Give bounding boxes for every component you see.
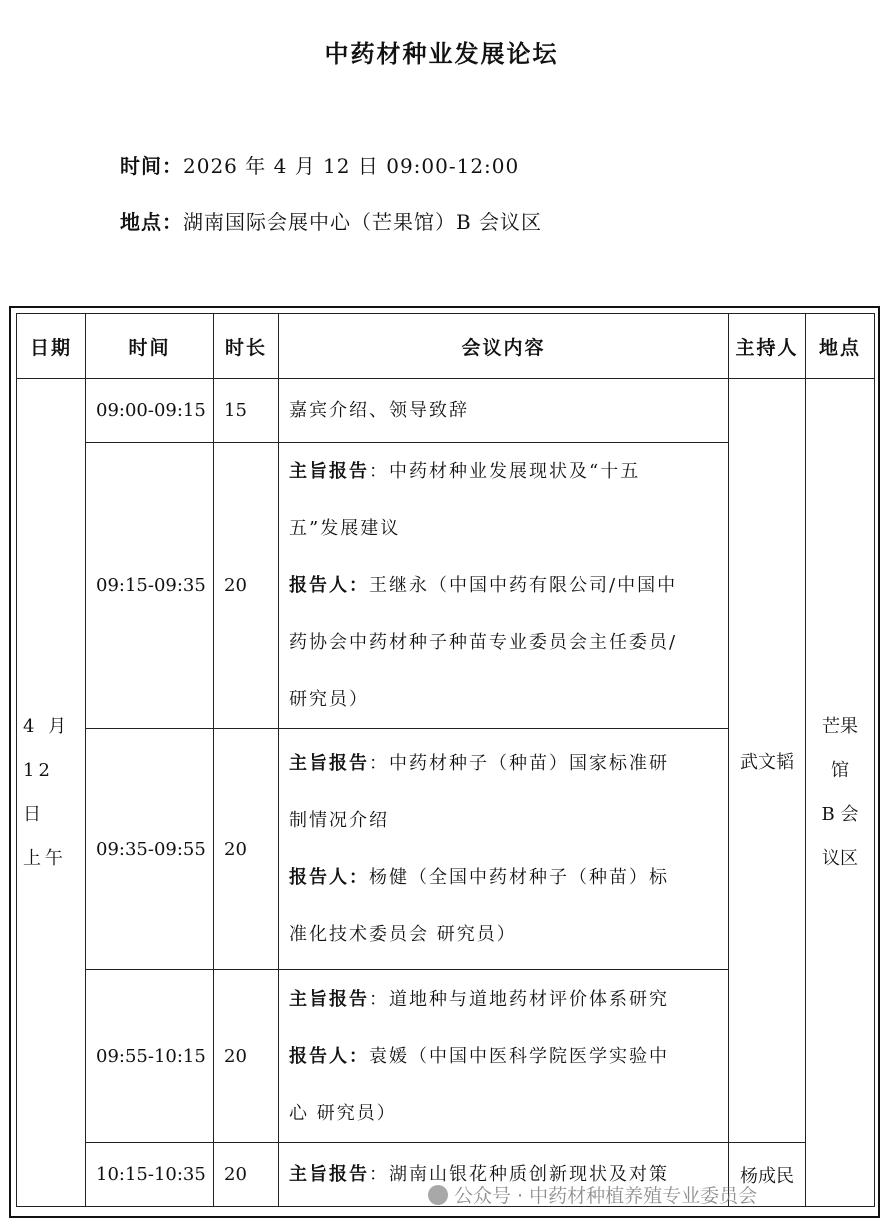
venue-line: 馆: [831, 759, 849, 781]
duration-cell: 20: [214, 729, 279, 970]
duration-cell: 15: [214, 379, 279, 443]
wechat-icon: [428, 1185, 448, 1205]
header-row: [17, 314, 875, 379]
content-line: 报告人：袁媛（中国中医科学院医学实验中: [289, 1045, 669, 1067]
date-line: 12 日: [23, 759, 54, 825]
time-cell: 09:55-10:15: [86, 970, 214, 1143]
duration-cell: 20: [214, 443, 279, 729]
watermark: [428, 1181, 757, 1208]
content-line: 报告人：杨健（全国中药材种子（种苗）标: [289, 867, 669, 888]
content-line: 准化技术委员会 研究员）: [289, 924, 517, 945]
content-line: 主旨报告：湖南山银花种质创新现状及对策: [289, 1164, 669, 1185]
content-cell: [279, 970, 729, 1143]
content-line: 药协会中药材种子种苗专业委员会主任委员/: [289, 632, 678, 653]
content-line: 主旨报告：中药材种业发展现状及“十五: [289, 461, 641, 482]
time-value: 2026 年 4 月 12 日 09:00-12:00: [183, 154, 520, 178]
content-line: 主旨报告：道地种与道地药材评价体系研究: [289, 988, 669, 1010]
content-line: 嘉宾介绍、领导致辞: [289, 400, 469, 421]
date-cell: [17, 379, 86, 1207]
place-line: [120, 206, 542, 235]
header-date: 日期: [17, 314, 86, 379]
host-cell: 杨成民: [729, 1143, 806, 1207]
duration-cell: 20: [214, 1143, 279, 1207]
venue-line: 芒果: [822, 715, 858, 737]
content-cell: [279, 729, 729, 970]
date-line: 4 月: [23, 715, 71, 737]
duration-cell: 20: [214, 970, 279, 1143]
content-line: 研究员）: [289, 689, 369, 710]
page-title: 中药材种业发展论坛: [324, 39, 559, 68]
header-time: 时间: [86, 314, 214, 379]
schedule-frame: [9, 306, 880, 1218]
time-cell: 10:15-10:35: [86, 1143, 214, 1207]
content-line: 主旨报告：中药材种子（种苗）国家标准研: [289, 753, 669, 774]
content-line: 五”发展建议: [289, 518, 401, 539]
header-host: 主持人: [729, 314, 806, 379]
venue-line: 议区: [822, 847, 858, 869]
time-cell: 09:15-09:35: [86, 443, 214, 729]
time-line: [120, 150, 519, 179]
schedule-table: [16, 313, 875, 1207]
header-venue: 地点: [806, 314, 875, 379]
content-line: 报告人：王继永（中国中药有限公司/中国中: [289, 575, 678, 596]
content-line: 制情况介绍: [289, 810, 389, 831]
date-line: 上午: [23, 847, 67, 869]
venue-line: B 会: [821, 803, 859, 825]
time-label: 时间：: [120, 154, 183, 178]
venue-cell: [806, 379, 875, 1207]
content-cell: [279, 443, 729, 729]
time-cell: 09:00-09:15: [86, 379, 214, 443]
time-cell: 09:35-09:55: [86, 729, 214, 970]
header-duration: 时长: [214, 314, 279, 379]
place-label: 地点：: [120, 210, 183, 234]
host-cell: 武文韬: [729, 379, 806, 1143]
place-value: 湖南国际会展中心（芒果馆）B 会议区: [183, 210, 543, 234]
content-cell: [279, 379, 729, 443]
watermark-text: 公众号 · 中药材种植养殖专业委员会: [454, 1185, 758, 1207]
content-line: 心 研究员）: [289, 1102, 397, 1124]
table-row: [17, 379, 875, 443]
header-content: 会议内容: [279, 314, 729, 379]
